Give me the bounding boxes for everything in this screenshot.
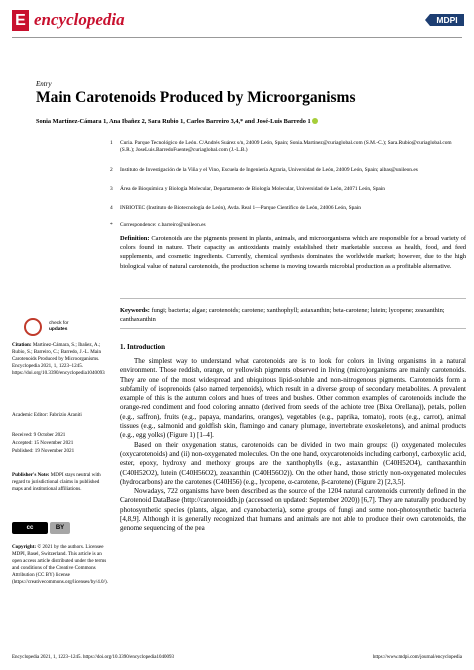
affiliation-3: 3 Área de Bioquímica y Biología Molecular, Departamento de Biología Molecular, Universidad de León, 24071 León, Spain bbox=[110, 186, 385, 192]
author-list bbox=[36, 118, 318, 125]
abstract-rule bbox=[120, 298, 466, 299]
article-title: Main Carotenoids Produced by Microorganisms bbox=[36, 89, 356, 106]
definition-text: Carotenoids are the pigments present in plants, animals, and microorganisms which are responsible for a broad variety of colors found in nature. Their capacity as antioxidants mainly established their marketable success as health, food, and feed supplements, and cosmetic ingredients. Currently, chemical synthesis dominates the worldwide market; however, due to the high biological value of natural carotenoids, the production scheme is moving towards microbial production as a profitable alternative. bbox=[120, 235, 466, 270]
keywords-block bbox=[120, 306, 466, 324]
affiliation-4: 4 INBIOTEC (Instituto de Biotecnología de León), Avda. Real 1—Parque Científico de León, 24006 León, Spain bbox=[110, 205, 361, 211]
affiliation-2: 2 Instituto de Investigación de la Viña y el Vino, Escuela de Ingeniería Agraria, Universidad de León, 24009 León, Spain; aibas@unileon.es bbox=[110, 167, 418, 173]
cc-by-icon[interactable]: BY bbox=[50, 522, 70, 534]
definition-block bbox=[120, 234, 466, 271]
received-date: Received: 9 October 2021 bbox=[12, 432, 66, 438]
definition-label: Definition: bbox=[120, 235, 150, 242]
footer-journal-link[interactable]: https://www.mdpi.com/journal/encyclopedia bbox=[372, 655, 462, 660]
article-type: Entry bbox=[36, 80, 52, 88]
keywords-rule bbox=[120, 328, 466, 329]
journal-name: encyclopedia bbox=[34, 10, 125, 29]
check-for-updates-badge[interactable]: check for updates bbox=[24, 318, 68, 336]
copyright-block: Copyright: © 2021 by the authors. Licensee MDPI, Basel, Switzerland. This article is an open access article distributed under the terms and conditions of the Creative Commons Attribution (CC BY) license (https://creativecommons.org/licenses/by/4.0/). bbox=[12, 544, 108, 585]
page-footer bbox=[12, 655, 462, 660]
paragraph-2: Based on their oxygenation status, carotenoids can be divided in two main groups: (i) oxygenated molecules (oxycarotenoids) and (ii) non-oxygenated molecules. On the one hand, oxycarotenoids including carbonyl, carboxylic acid, ester, epoxy, hydroxy and methoxy groups are the xanthophylls (e.g., astaxanthin (C40H52O4), canthaxanthin (C40H52O2), lutein (C40H56O2), zeaxanthin (C40H56O2)). On the other hand, those strictly non-oxygenated molecules (hydrocarbons) are the carotenes (C40H56) (e.g., lycopene, α-carotene, β-carotene) (Figure 2) [2,3,5]. bbox=[120, 440, 466, 486]
accepted-date: Accepted: 15 November 2021 bbox=[12, 440, 74, 446]
citation-block: Citation: Martínez-Cámara, S.; Ibañez, A.; Rubio, S.; Barreiro, C.; Barredo, J.-L. Main Carotenoids Produced by Microorganisms. Encyclopedia 2021, 1, 1223–1245. https://doi.org/10.3390/encyclopedia1040093 bbox=[12, 342, 105, 376]
paragraph-3: Nowadays, 722 organisms have been described as the source of the 1204 natural carotenoids currently defined in the Carotenoid DataBase (http://carotenoiddb.jp (accessed on updated: September 2020)) [6,7]. They are naturally produced by photosynthetic species (plants, algae, and cyanobacteria), some groups of fungi and some non-photosynthetic bacteria [4,8,9]. Although it is generally recognized that humans and animals are not able to produce their own carotenoids, the genome sequencing of the pea bbox=[120, 487, 466, 533]
correspondence: * Correspondence: c.barreiro@unileon.es bbox=[110, 222, 206, 228]
journal-logo: E bbox=[12, 10, 29, 31]
academic-editor: Academic Editor: Fabrizio Araniti bbox=[12, 412, 82, 418]
publisher-logo: MDPI bbox=[430, 14, 464, 26]
check-updates-icon bbox=[24, 318, 42, 336]
publishers-note: Publisher's Note: MDPI stays neutral with regard to jurisdictional claims in published maps and institutional affiliations. bbox=[12, 472, 101, 492]
body-text bbox=[120, 357, 466, 534]
keywords-label: Keywords: bbox=[120, 307, 150, 314]
footer-citation: Encyclopedia 2021, 1, 1223–1245. https://doi.org/10.3390/encyclopedia1040093 bbox=[12, 655, 174, 660]
cc-license-icon[interactable]: cc bbox=[12, 522, 48, 534]
orcid-icon[interactable] bbox=[312, 118, 318, 124]
affiliation-1: 1 Curia. Parque Tecnológico de León. C/Andrés Suárez s/n, 24009 León, Spain; Sonia.Martinez@curiaglobal.com (S.M.-C.); Sara.Rubio@curiaglobal.com (S.R.); JoseLuis.BarredoFuente@curiaglobal.com (J.-L.B.) bbox=[110, 140, 452, 154]
section-heading: 1. Introduction bbox=[120, 343, 165, 351]
paragraph-1: The simplest way to understand what carotenoids are is to look for colors in living organisms in a natural environment. Those reddish, orange, or yellowish pigments observed in living (micro)organisms are mainly carotenoids. They are one of the most widespread and ubiquitous lipid-soluble and non-nitrogenous pigments. Carotenoids form a subfamily of isoprenoids (also named terpenoids), which result in a diverse group of secondary metabolites. A prevalent example of this is the autumn colors and hues of trees and bushes. Other common examples of carotenoids include the orange-red condiment and food coloring annatto (derived from seeds of the achiote tree (Bixa Orellana)), petals, pollen (e.g., saffron), fruits (e.g., papaya, mandarins, oranges), vegetables (e.g., paprika, tomato), roots (e.g., carrot), animal tissues (e.g., salmonid and goldfish skin, flamingo and canary plumage, invertebrate exoskeletons), and animal products (e.g., egg yolks) (Figure 1) [1–4]. bbox=[120, 357, 466, 440]
header-rule bbox=[12, 37, 462, 38]
authors-text: Sonia Martínez-Cámara 1, Ana Ibañez 2, Sara Rubio 1, Carlos Barreiro 3,4,* and José-Luis Barredo 1 bbox=[36, 118, 311, 125]
published-date: Published: 19 November 2021 bbox=[12, 448, 75, 454]
keywords-text: fungi; bacteria; algae; carotenoids; carotene; xanthophyll; astaxanthin; beta-carotene; lutein; lycopene; zeaxanthin; canthaxanthin bbox=[120, 307, 445, 324]
